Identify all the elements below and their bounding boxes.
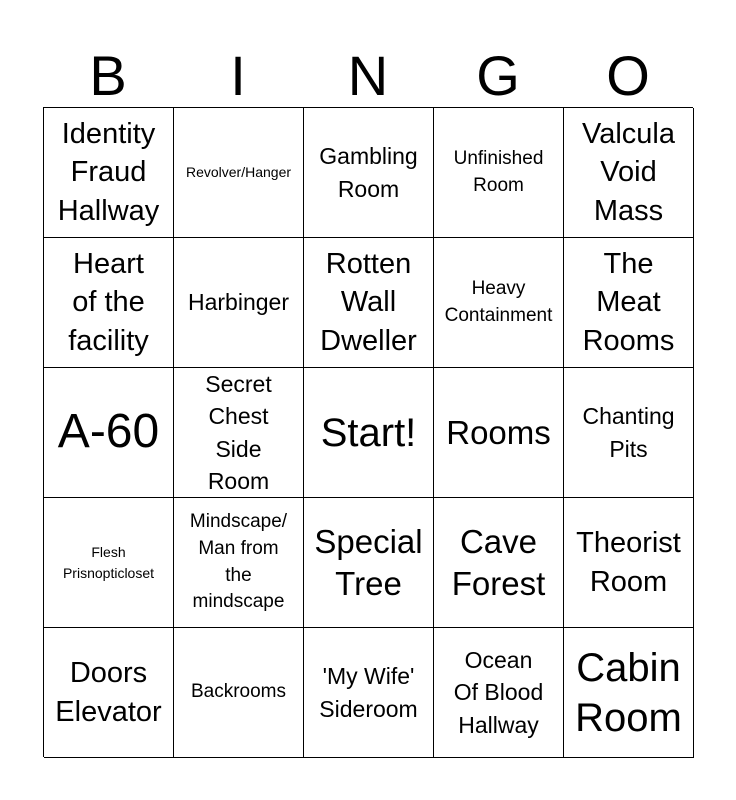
cell-label: Rotten Wall Dweller <box>320 248 417 357</box>
bingo-cell[interactable] <box>174 108 304 238</box>
bingo-cell[interactable] <box>304 628 434 758</box>
header-letter-n: N <box>347 44 389 107</box>
bingo-cell[interactable] <box>44 238 174 368</box>
cell-label: Gambling Room <box>319 143 418 202</box>
bingo-cell[interactable] <box>564 368 694 498</box>
bingo-cell[interactable] <box>44 628 174 758</box>
bingo-cell[interactable] <box>174 498 304 628</box>
cell-label: The Meat Rooms <box>582 248 675 357</box>
cell-label: Mindscape/ Man from the mindscape <box>189 511 288 613</box>
cell-label: Doors Elevator <box>55 657 162 728</box>
cell-label: Cabin Room <box>575 645 682 740</box>
bingo-cell[interactable] <box>174 238 304 368</box>
bingo-cell[interactable] <box>564 108 694 238</box>
cell-label: Flesh Prisnopticloset <box>62 544 155 581</box>
cell-label: 'My Wife' Sideroom <box>319 663 418 722</box>
cell-label: Secret Chest Side Room <box>205 371 272 494</box>
cell-label: Heart of the facility <box>68 248 149 357</box>
cell-label: Cave Forest <box>451 523 546 602</box>
bingo-cell[interactable] <box>304 108 434 238</box>
bingo-cell[interactable] <box>174 368 304 498</box>
bingo-cell[interactable] <box>434 628 564 758</box>
cell-label: Harbinger <box>188 289 289 316</box>
header-letter-i: I <box>230 44 246 107</box>
bingo-header <box>43 44 693 108</box>
cell-label: Unfinished Room <box>453 147 544 196</box>
bingo-cell[interactable] <box>44 498 174 628</box>
bingo-cell[interactable] <box>434 238 564 368</box>
bingo-cell[interactable] <box>564 628 694 758</box>
bingo-board <box>43 107 693 757</box>
bingo-cell[interactable] <box>564 498 694 628</box>
cell-label: Rooms <box>446 413 551 451</box>
header-letter-o: O <box>606 44 650 107</box>
bingo-cell[interactable] <box>304 498 434 628</box>
header-letter-b: B <box>89 44 127 107</box>
bingo-cell[interactable] <box>304 238 434 368</box>
bingo-cell[interactable] <box>44 108 174 238</box>
cell-label: Identity Fraud Hallway <box>57 118 160 227</box>
cell-label: Heavy Containment <box>444 277 553 326</box>
cell-label: A-60 <box>57 405 160 459</box>
cell-label: Backrooms <box>190 681 287 703</box>
bingo-cell[interactable] <box>434 108 564 238</box>
bingo-cell[interactable] <box>304 368 434 498</box>
cell-label: Theorist Room <box>576 527 681 598</box>
cell-label: Start! <box>320 410 417 455</box>
bingo-cell[interactable] <box>174 628 304 758</box>
bingo-cell[interactable] <box>434 498 564 628</box>
bingo-cell[interactable] <box>44 368 174 498</box>
cell-label: Valcula Void Mass <box>582 118 675 227</box>
cell-label: Chanting Pits <box>582 403 675 462</box>
cell-label: Revolver/Hanger <box>185 164 292 181</box>
bingo-cell[interactable] <box>434 368 564 498</box>
cell-label: Ocean Of Blood Hallway <box>453 647 544 738</box>
bingo-cell[interactable] <box>564 238 694 368</box>
cell-label: Special Tree <box>314 523 423 602</box>
header-letter-g: G <box>476 44 520 107</box>
